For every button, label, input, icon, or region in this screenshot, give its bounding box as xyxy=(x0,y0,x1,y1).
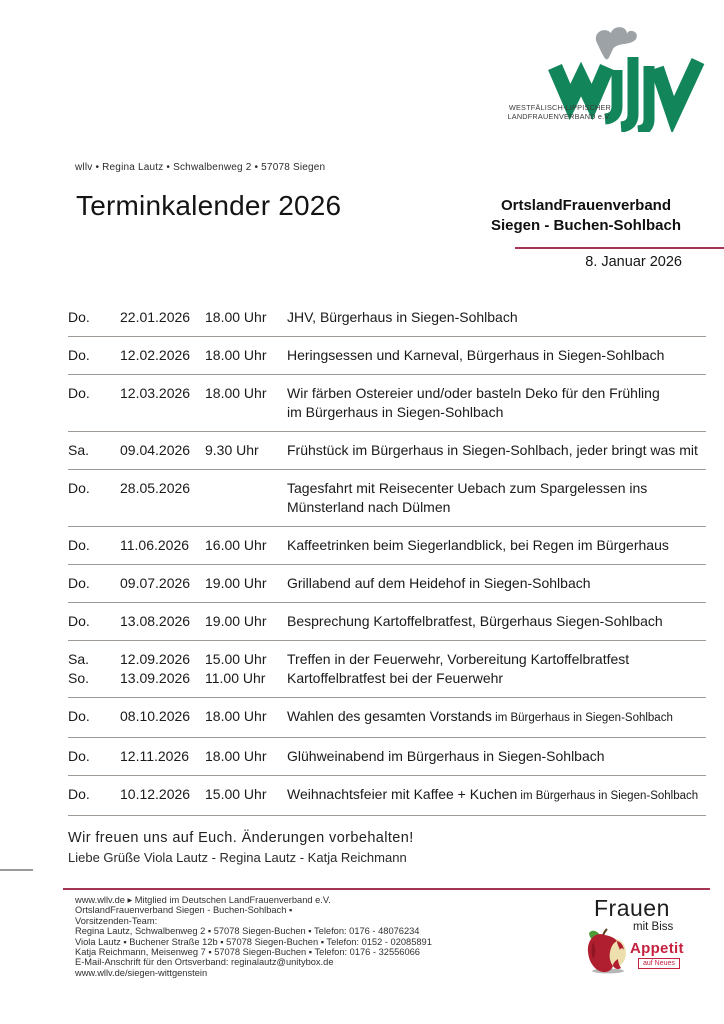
event-description: Glühweinabend im Bürgerhaus in Siegen-Sohlbach xyxy=(287,748,605,764)
event-description: im Bürgerhaus in Siegen-Sohlbach xyxy=(287,404,504,420)
event-day: Do. xyxy=(68,309,90,325)
event-line xyxy=(68,669,706,688)
fold-mark xyxy=(0,869,33,871)
org-header xyxy=(470,196,702,235)
table-row xyxy=(68,299,706,337)
event-day: Do. xyxy=(68,748,90,764)
event-description-small: im Bürgerhaus in Siegen-Sohlbach xyxy=(491,712,673,724)
event-description: Kartoffelbratfest bei der Feuerwehr xyxy=(287,670,504,686)
event-date: 08.10.2026 xyxy=(120,708,191,724)
footer-line: Vorsitzenden-Team: xyxy=(75,915,158,926)
event-description: Kaffeetrinken beim Siegerlandblick, bei Regen im Bürgerhaus xyxy=(287,537,669,553)
event-time: 18.00 Uhr xyxy=(205,748,267,764)
event-description: Tagesfahrt mit Reisecenter Uebach zum Spargelessen ins xyxy=(287,480,648,496)
frauen-mit-biss-badge xyxy=(585,895,713,980)
badge-mit-biss-text: mit Biss xyxy=(633,921,674,933)
footer-line: E-Mail-Anschrift für den Ortsverband: reginalautz@unitybox.de xyxy=(75,957,334,968)
logo-caption-line1: WESTFÄLISCH-LIPPISCHER xyxy=(508,103,611,112)
event-day: Do. xyxy=(68,786,90,802)
event-description: Grillabend auf dem Heidehof in Siegen-Sohlbach xyxy=(287,575,591,591)
event-date: 13.09.2026 xyxy=(120,670,191,686)
badge-frauen-text: Frauen xyxy=(594,895,670,921)
footer-line: Viola Lautz ▪ Buchener Straße 12b ▪ 57078 Siegen-Buchen ▪ Telefon: 0152 - 02085891 xyxy=(75,936,432,947)
event-line xyxy=(68,479,706,498)
logo-caption-line2: LANDFRAUENVERBAND e.V. xyxy=(507,112,611,122)
event-day xyxy=(68,498,120,517)
event-date xyxy=(120,498,205,517)
event-time: 16.00 Uhr xyxy=(205,537,267,553)
event-description: Weihnachtsfeier mit Kaffee + Kuchen im Bürgerhaus in Siegen-Sohlbach xyxy=(287,786,699,802)
header-rule xyxy=(515,247,724,249)
event-description: Heringsessen und Karneval, Bürgerhaus in Siegen-Sohlbach xyxy=(287,347,665,363)
event-day: Do. xyxy=(68,347,90,363)
event-day: Do. xyxy=(68,480,90,496)
event-description: JHV, Bürgerhaus in Siegen-Sohlbach xyxy=(287,309,518,325)
footer-rule xyxy=(63,888,710,890)
event-date: 09.07.2026 xyxy=(120,575,191,591)
event-date: 12.09.2026 xyxy=(120,651,191,667)
event-day: Sa. xyxy=(68,651,90,667)
event-line xyxy=(68,498,706,517)
event-day: Do. xyxy=(68,575,90,591)
event-line xyxy=(68,650,706,669)
footer-line: Katja Reichmann, Meisenweg 7 ▪ 57078 Siegen-Buchen ▪ Telefon: 0176 - 32556066 xyxy=(75,947,420,958)
event-line xyxy=(68,441,706,460)
event-time: 18.00 Uhr xyxy=(205,708,267,724)
org-name: OrtslandFrauenverband xyxy=(500,197,672,214)
table-row xyxy=(68,698,706,738)
footer-line: Regina Lautz, Schwalbenweg 2 ▪ 57078 Siegen-Buchen ▪ Telefon: 0176 - 48076234 xyxy=(75,926,420,937)
event-line xyxy=(68,785,706,806)
event-description: Treffen in der Feuerwehr, Vorbereitung Kartoffelbratfest xyxy=(287,651,630,667)
swallow-icon xyxy=(596,27,637,59)
footer-line: www.wllv.de/siegen-wittgenstein xyxy=(75,967,208,978)
event-date: 09.04.2026 xyxy=(120,442,191,458)
footer-contact-block xyxy=(75,895,535,978)
event-time: 18.00 Uhr xyxy=(205,309,267,325)
event-time xyxy=(205,403,287,422)
event-time: 18.00 Uhr xyxy=(205,347,267,363)
event-time: 15.00 Uhr xyxy=(205,651,267,667)
letter-date: 8. Januar 2026 xyxy=(585,254,682,270)
event-time: 15.00 Uhr xyxy=(205,786,267,802)
event-date: 22.01.2026 xyxy=(120,309,191,325)
event-date: 28.05.2026 xyxy=(120,480,191,496)
event-line xyxy=(68,574,706,593)
event-line xyxy=(68,346,706,365)
event-line xyxy=(68,747,706,766)
event-date: 12.02.2026 xyxy=(120,347,191,363)
event-line xyxy=(68,707,706,728)
page-title: Terminkalender 2026 xyxy=(76,190,342,221)
table-row xyxy=(68,470,706,527)
event-description: Frühstück im Bürgerhaus in Siegen-Sohlbach, jeder bringt was mit xyxy=(287,442,698,458)
event-description: Wahlen des gesamten Vorstands im Bürgerhaus in Siegen-Sohlbach xyxy=(287,708,673,724)
event-line xyxy=(68,536,706,555)
event-line xyxy=(68,384,706,403)
table-row xyxy=(68,565,706,603)
table-row xyxy=(68,337,706,375)
event-time: 19.00 Uhr xyxy=(205,613,267,629)
org-location: Siegen - Buchen-Sohlbach xyxy=(490,216,682,234)
badge-auf-neues-text: auf Neues xyxy=(638,958,680,969)
table-row xyxy=(68,738,706,776)
sender-line: wllv • Regina Lautz • Schwalbenweg 2 • 57078 Siegen xyxy=(75,162,326,173)
event-date: 11.06.2026 xyxy=(120,537,190,553)
table-row xyxy=(68,527,706,565)
event-time: 19.00 Uhr xyxy=(205,575,267,591)
table-row xyxy=(68,375,706,432)
event-date: 13.08.2026 xyxy=(120,613,191,629)
event-description: Besprechung Kartoffelbratfest, Bürgerhaus Siegen-Sohlbach xyxy=(287,613,663,629)
event-date: 10.12.2026 xyxy=(120,786,191,802)
event-description: Münsterland nach Dülmen xyxy=(287,499,451,515)
event-day: Do. xyxy=(68,385,90,401)
event-time xyxy=(205,498,287,517)
event-description-small: im Bürgerhaus in Siegen-Sohlbach xyxy=(517,790,699,802)
table-row xyxy=(68,432,706,470)
event-description: Wir färben Ostereier und/oder basteln Deko für den Frühling xyxy=(287,385,660,401)
event-line xyxy=(68,308,706,327)
event-time xyxy=(205,479,287,498)
event-time: 18.00 Uhr xyxy=(205,385,267,401)
event-time: 11.00 Uhr xyxy=(205,670,266,686)
footer-line: www.wllv.de ▸ Mitglied im Deutschen LandFrauenverband e.V. xyxy=(75,895,331,905)
event-date: 12.11.2026 xyxy=(120,748,190,764)
event-date: 12.03.2026 xyxy=(120,385,191,401)
event-day: Do. xyxy=(68,613,90,629)
apple-icon xyxy=(587,926,629,974)
closing-greeting: Liebe Grüße Viola Lautz - Regina Lautz - Katja Reichmann xyxy=(68,850,407,865)
event-time: 9.30 Uhr xyxy=(205,442,259,458)
footer-line: OrtslandFrauenverband Siegen - Buchen-Sohlbach ▪ xyxy=(75,905,293,916)
event-line xyxy=(68,403,706,422)
events-table xyxy=(68,299,706,816)
event-date xyxy=(120,403,205,422)
event-day: Do. xyxy=(68,708,90,724)
closing-note: Wir freuen uns auf Euch. Änderungen vorbehalten! xyxy=(68,830,414,846)
event-line xyxy=(68,612,706,631)
table-row xyxy=(68,603,706,641)
event-day: So. xyxy=(68,670,90,686)
event-day: Do. xyxy=(68,537,90,553)
table-row xyxy=(68,776,706,816)
logo-caption xyxy=(500,103,611,121)
table-row xyxy=(68,641,706,698)
event-day xyxy=(68,403,120,422)
badge-appetit-text: Appetit xyxy=(630,940,684,957)
event-day: Sa. xyxy=(68,442,90,458)
